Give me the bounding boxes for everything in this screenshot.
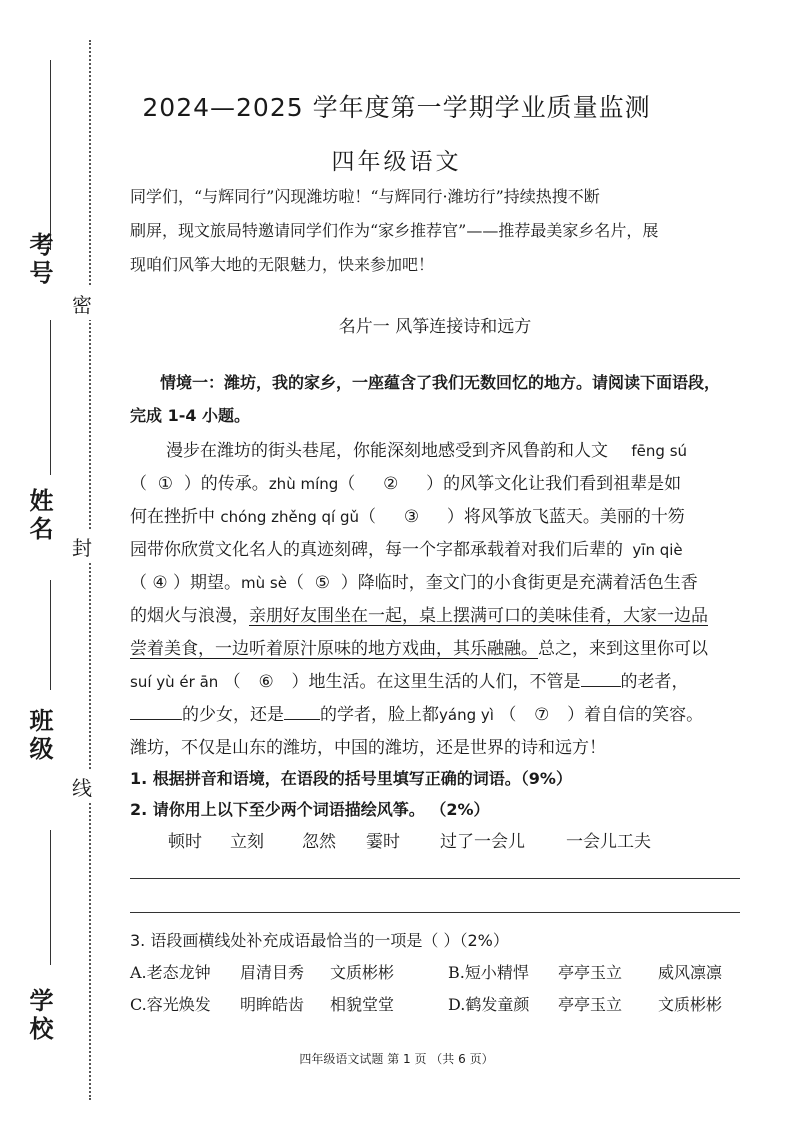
passage-line-8: suí yù ér ān （ ⑥ ）地生活。在这里生活的人们，不管是 的老者， (130, 672, 689, 692)
option-d-word: 亭亭玉立 (558, 995, 623, 1014)
passage-line-7: 尝着美食，一边听着原汁原味的地方戏曲，其乐融融。总之，来到这里你可以 (130, 639, 708, 659)
pinyin: mù sè (241, 574, 287, 592)
passage-line-2: （ ① ）的传承。zhù míng（ ② ）的风筝文化让我们看到祖辈是如 (130, 474, 682, 494)
option-a[interactable]: A.老态龙钟 (130, 963, 211, 982)
seal-mi: 密 (72, 287, 92, 320)
intro-line: 现咱们风筝大地的无限魅力，快来参加吧！ (130, 255, 435, 274)
underlined-phrase: 亲朋好友围坐在一起，桌上摆满可口的美味佳肴，大家一边品 (249, 606, 708, 626)
pinyin: yīn qiè (632, 541, 683, 559)
question-3: 3. 语段画横线处补充成语最恰当的一项是（ ）（2%） (130, 931, 509, 950)
passage-line-5: （ ④ ）期望。mù sè（ ⑤ ）降临时，奎文门的小食街更是充满着活色生香 (130, 573, 698, 593)
name-fill-line[interactable] (50, 320, 51, 475)
word-option: 霎时 (366, 832, 400, 852)
pinyin: suí yù ér ān (130, 673, 219, 691)
seal-xian: 线 (72, 770, 92, 803)
pinyin: fēng sú (631, 442, 688, 460)
answer-blank[interactable]: ① (157, 474, 174, 494)
option-d-word: 文质彬彬 (658, 995, 723, 1014)
intro-line: 刷屏，现文旅局特邀请同学们作为“家乡推荐官”——推荐最美家乡名片，展 (130, 221, 659, 240)
answer-blank[interactable]: ③ (403, 507, 420, 527)
passage-line-1 (166, 436, 687, 461)
option-b-word: 威风凛凛 (658, 963, 723, 982)
word-option: 过了一会儿 (440, 832, 525, 852)
pinyin: chóng zhěng qí gǔ (220, 508, 360, 526)
option-a-word: 文质彬彬 (330, 963, 395, 982)
passage-line-6: 的烟火与浪漫，亲朋好友围坐在一起，桌上摆满可口的美味佳肴，大家一边品 (130, 606, 708, 626)
fill-blank[interactable] (284, 705, 320, 720)
answer-blank[interactable]: ② (383, 474, 399, 494)
answer-blank[interactable]: ④ (152, 573, 168, 593)
word-option: 一会儿工夫 (566, 832, 651, 852)
school-label: 学校 (25, 988, 53, 1044)
option-a-word: 眉清目秀 (240, 963, 305, 982)
passage-line-4: 园带你欣赏文化名人的真迹刻碑，每一个字都承载着对我们后辈的 yīn qiè (130, 540, 683, 560)
option-c-word: 明眸皓齿 (240, 995, 305, 1014)
passage-line-9: 的少女，还是 的学者，脸上都yáng yì （ ⑦ ）着自信的笑容。 (130, 700, 703, 725)
pinyin: yáng yì (439, 706, 494, 724)
fill-blank[interactable] (130, 705, 182, 720)
name-label: 姓名 (25, 488, 53, 544)
page-footer: 四年级语文试题 第 1 页 （共 6 页） (299, 1052, 494, 1066)
word-option: 立刻 (230, 832, 264, 852)
section-title: 名片一 风筝连接诗和远方 (338, 317, 532, 337)
answer-blank[interactable]: ⑥ (258, 672, 274, 692)
context-text: 情境一：潍坊，我的家乡，一座蕴含了我们无数回忆的地方。请阅读下面语段， (160, 373, 721, 392)
answer-blank[interactable]: ⑤ (314, 573, 330, 593)
page-title: 2024—2025 学年度第一学期学业质量监测 (142, 93, 651, 122)
question-2: 2. 请你用上以下至少两个词语描绘风筝。 （2%） (130, 800, 490, 819)
answer-line[interactable] (130, 878, 740, 879)
context-text: 完成 1-4 小题。 (130, 406, 251, 425)
passage-line-3: 何在挫折中 chóng zhěng qí gǔ（ ③ ）将风筝放飞蓝天。美丽的十笏 (130, 507, 685, 527)
question-1: 1. 根据拼音和语境，在语段的括号里填写正确的词语。（9%） (130, 769, 572, 788)
school-fill-line[interactable] (50, 830, 51, 965)
word-option: 忽然 (302, 832, 336, 852)
seal-feng: 封 (72, 530, 92, 563)
option-c-word: 相貌堂堂 (330, 995, 395, 1014)
passage-text: 漫步在潍坊的街头巷尾，你能深刻地感受到齐风鲁韵和人文 (166, 441, 608, 461)
option-c[interactable]: C.容光焕发 (130, 995, 211, 1014)
answer-line[interactable] (130, 912, 740, 913)
fill-blank[interactable] (581, 672, 621, 687)
option-b-word: 亭亭玉立 (558, 963, 623, 982)
seal-dotted-line (89, 40, 91, 1100)
page-subtitle: 四年级语文 (331, 149, 462, 175)
passage-line-10: 潍坊，不仅是山东的潍坊，中国的潍坊，还是世界的诗和远方！ (130, 738, 606, 758)
class-label: 班级 (25, 708, 53, 764)
pinyin: zhù míng (268, 475, 339, 493)
intro-line: 同学们，“与辉同行”闪现潍坊啦！“与辉同行·潍坊行”持续热搜不断 (130, 187, 600, 206)
answer-blank[interactable]: ⑦ (534, 705, 550, 725)
option-d[interactable]: D.鹤发童颜 (448, 995, 530, 1014)
exam-no-label: 考号 (25, 232, 53, 288)
underlined-phrase: 尝着美食，一边听着原汁原味的地方戏曲，其乐融融。 (130, 639, 538, 659)
option-b[interactable]: B.短小精悍 (448, 963, 529, 982)
class-fill-line[interactable] (50, 580, 51, 690)
word-option: 顿时 (168, 832, 202, 852)
